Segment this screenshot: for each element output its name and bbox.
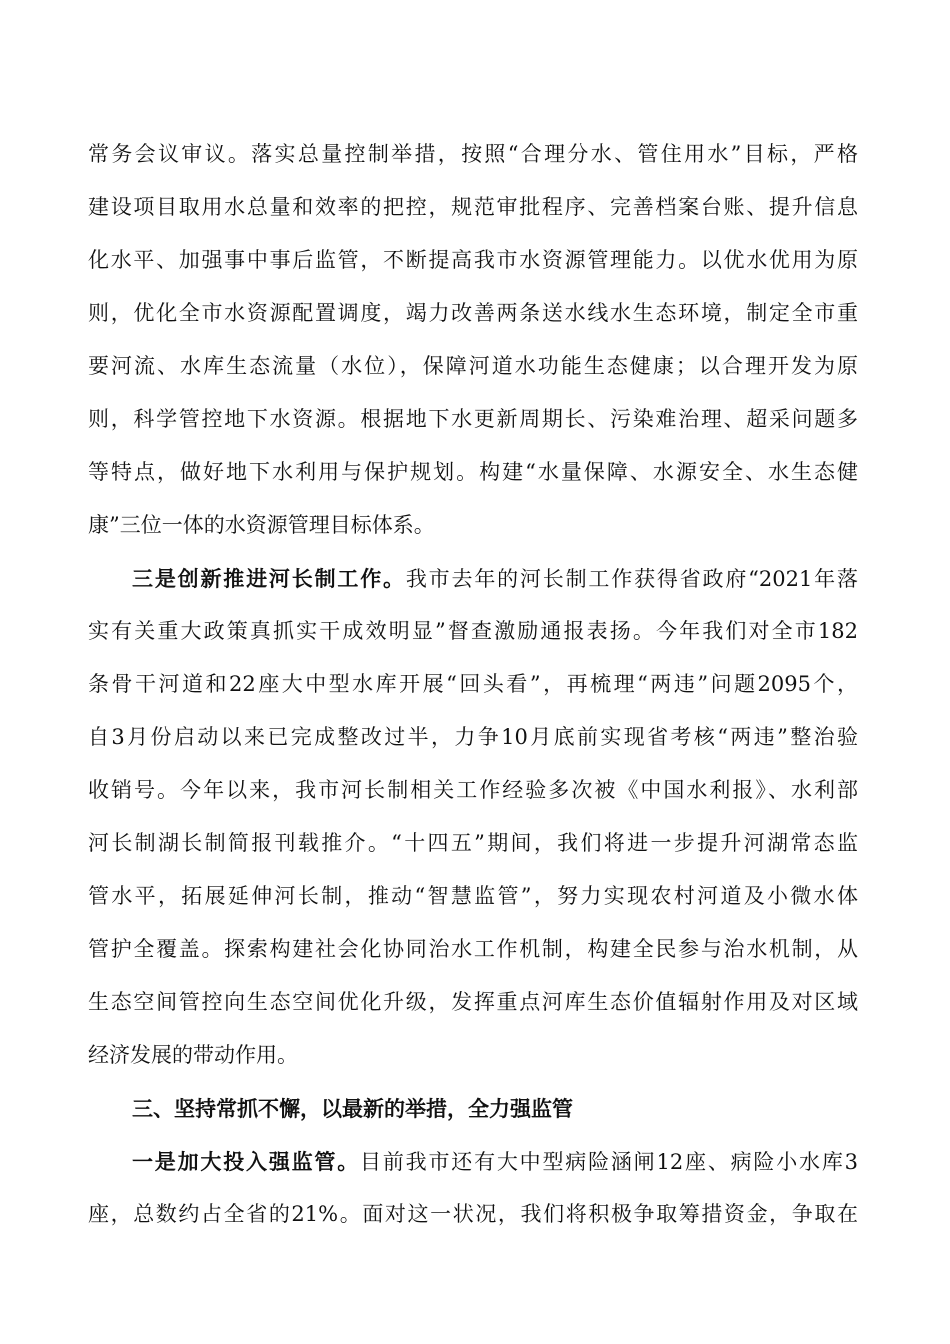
- paragraph-first-line: 我市去年的河长制工作获得省政府“2021年落: [405, 567, 858, 591]
- text-line: 生态空间管控向生态空间优化升级，发挥重点河库生态价值辐射作用及对区域: [88, 990, 858, 1014]
- paragraph-first-line: 目前我市还有大中型病险涵闸12座、病险小水库3: [360, 1150, 858, 1174]
- text-line: 则，优化全市水资源配置调度，竭力改善两条送水线水生态环境，制定全市重: [88, 301, 858, 325]
- paragraph-lead: 三是创新推进河长制工作。: [132, 566, 406, 591]
- text-line: 经济发展的带动作用。: [88, 1043, 298, 1067]
- text-line: [88, 1135, 858, 1188]
- text-line: 建设项目取用水总量和效率的把控，规范审批程序、完善档案台账、提升信息: [88, 195, 858, 219]
- paragraph-lead: 一是加大投入强监管。: [132, 1149, 361, 1174]
- text-line: 常务会议审议。落实总量控制举措，按照“合理分水、管住用水”目标，严格: [88, 142, 858, 166]
- text-line: 等特点，做好地下水利用与保护规划。构建“水量保障、水源安全、水生态健: [88, 460, 858, 484]
- text-line: 实有关重大政策真抓实干成效明显”督查激励通报表扬。今年我们对全市182: [88, 619, 858, 643]
- text-line: 自3月份启动以来已完成整改过半，力争10月底前实现省考核“两违”整治验: [88, 725, 858, 749]
- text-line: 收销号。今年以来，我市河长制相关工作经验多次被《中国水利报》、水利部: [88, 778, 858, 802]
- text-line: 化水平、加强事中事后监管，不断提高我市水资源管理能力。以优水优用为原: [88, 248, 858, 272]
- text-line: 康”三位一体的水资源管理目标体系。: [88, 513, 435, 537]
- section-heading: 三、坚持常抓不懈，以最新的举措，全力强监管: [132, 1096, 573, 1121]
- paragraph-supervision: [88, 1135, 858, 1241]
- text-line: 要河流、水库生态流量（水位），保障河道水功能生态健康；以合理开发为原: [88, 354, 858, 378]
- paragraph-river-chief: [88, 552, 858, 1082]
- text-line: [88, 552, 858, 605]
- text-line: 管水平，拓展延伸河长制，推动“智慧监管”，努力实现农村河道及小微水体: [88, 884, 858, 908]
- text-line: 管护全覆盖。探索构建社会化协同治水工作机制，构建全民参与治水机制，从: [88, 937, 858, 961]
- document-page: [88, 128, 858, 1241]
- text-line: 座，总数约占全省的21%。面对这一状况，我们将积极争取筹措资金，争取在: [88, 1202, 858, 1226]
- text-line: 条骨干河道和22座大中型水库开展“回头看”，再梳理“两违”问题2095个，: [88, 672, 858, 696]
- paragraph-water-resources: [88, 128, 858, 552]
- text-line: 则，科学管控地下水资源。根据地下水更新周期长、污染难治理、超采问题多: [88, 407, 858, 431]
- text-line: 河长制湖长制简报刊载推介。“十四五”期间，我们将进一步提升河湖常态监: [88, 831, 858, 855]
